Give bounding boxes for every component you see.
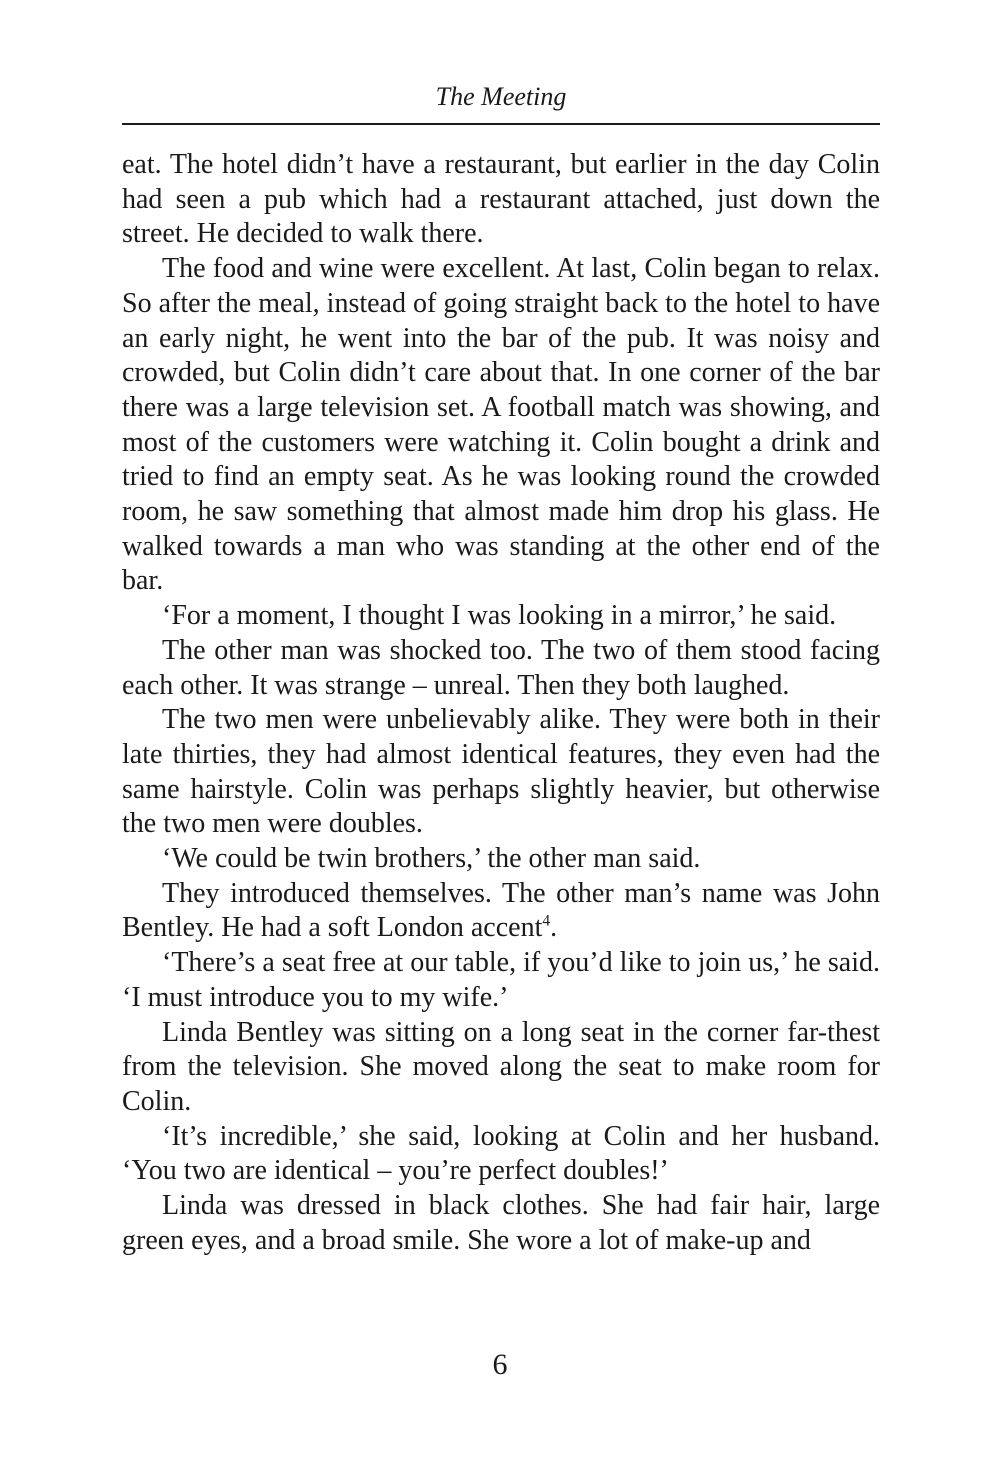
paragraph: ‘For a moment, I thought I was looking in a mirror,’ he said. <box>162 600 837 632</box>
paragraph: The two men were unbelievably alike. They were both in their late thirties, they had almost identical features, they even had the same hairstyle. Colin was perhaps slightly heavier, but otherwise the two men were doubles. <box>122 704 880 840</box>
footnote-reference[interactable]: 4 <box>542 913 551 931</box>
paragraph-text: They introduced themselves. The other man’s name was John Bentley. He had a soft London accent <box>122 877 880 944</box>
running-head-title: The Meeting <box>435 82 567 111</box>
paragraph-with-footnote <box>122 877 880 946</box>
paragraph: ‘It’s incredible,’ she said, looking at Colin and her husband. ‘You two are identical – you’re perfect doubles!’ <box>122 1120 880 1187</box>
page-number: 6 <box>492 1348 508 1381</box>
body-text <box>122 148 880 1259</box>
paragraph: The other man was shocked too. The two of them stood facing each other. It was strange – unreal. Then they both laughed. <box>122 634 880 701</box>
sentence-end: . <box>550 912 558 944</box>
paragraph: ‘There’s a seat free at our table, if you’d like to join us,’ he said. ‘I must introduce you to my wife.’ <box>122 947 880 1013</box>
paragraph: ‘We could be twin brothers,’ the other man said. <box>162 843 701 875</box>
paragraph: Linda Bentley was sitting on a long seat in the corner far-thest from the television. She moved along the seat to make room for Colin. <box>122 1016 880 1117</box>
paragraph: Linda was dressed in black clothes. She had fair hair, large green eyes, and a broad smile. She wore a lot of make-up and <box>122 1190 880 1256</box>
paragraph: eat. The hotel didn’t have a restaurant, but earlier in the day Colin had seen a pub which had a restaurant attached, just down the street. He decided to walk there. <box>122 149 880 250</box>
header-rule <box>122 123 880 125</box>
paragraph: The food and wine were excellent. At last, Colin began to relax. So after the meal, instead of going straight back to the hotel to have an early night, he went into the bar of the pub. It was noisy and crowded, but Colin didn’t care about that. In one corner of the bar there was a large television set. A football match was showing, and most of the customers were watching it. Colin bought a drink and tried to find an empty seat. As he was looking round the crowded room, he saw something that almost made him drop his glass. He walked towards a man who was standing at the other end of the bar. <box>122 253 880 597</box>
